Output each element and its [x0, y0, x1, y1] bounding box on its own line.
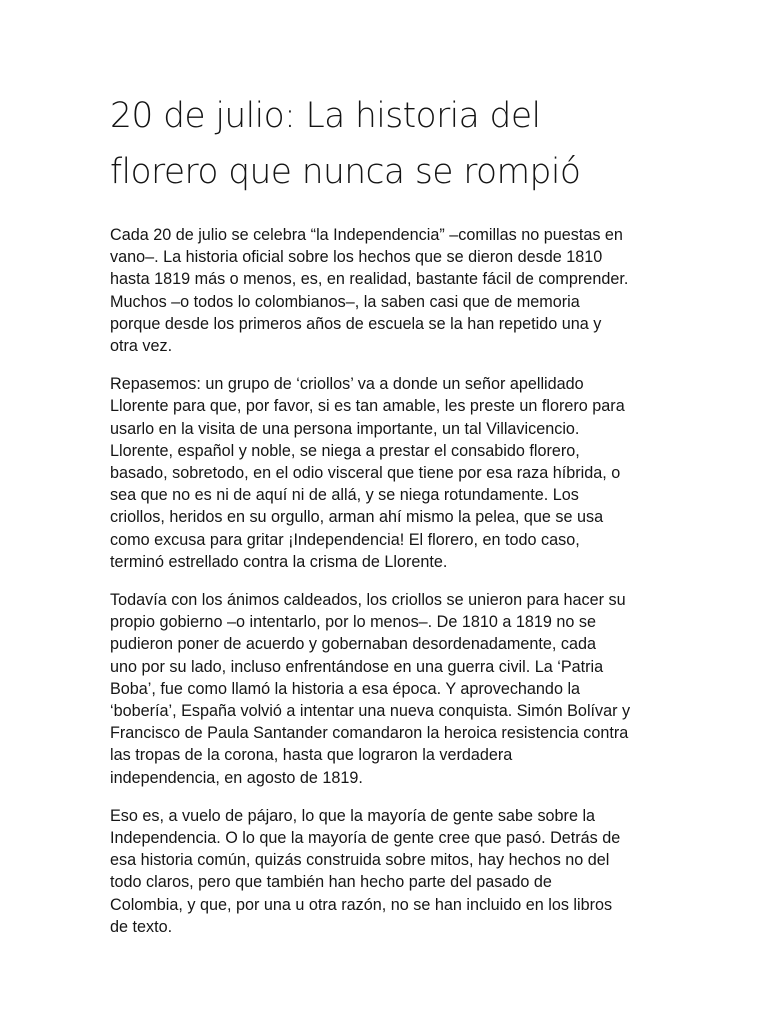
text-line: basado, sobretodo, en el odio visceral que tiene por esa raza híbrida, o: [110, 464, 621, 483]
text-line: uno por su lado, incluso enfrentándose en una guerra civil. La ‘Patria: [110, 657, 604, 676]
title-line: 20 de julio: La historia del: [110, 96, 541, 136]
paragraph-3: [110, 589, 668, 789]
text-line: Repasemos: un grupo de ‘criollos’ va a donde un señor apellidado: [110, 375, 584, 394]
text-line: independencia, en agosto de 1819.: [110, 768, 363, 787]
title-line: florero que nunca se rompió: [110, 152, 581, 192]
text-line: Boba’, fue como llamó la historia a esa época. Y aprovechando la: [110, 679, 581, 698]
text-line: Muchos –o todos lo colombianos–, la saben casi que de memoria: [110, 292, 580, 311]
text-line: ‘bobería’, España volvió a intentar una nueva conquista. Simón Bolívar y: [110, 702, 631, 721]
text-line: usarlo en la visita de una persona importante, un tal Villavicencio.: [110, 419, 580, 438]
text-line: Francisco de Paula Santander comandaron la heroica resistencia contra: [110, 724, 629, 743]
paragraph-1: [110, 224, 668, 357]
text-line: Eso es, a vuelo de pájaro, lo que la mayoría de gente sabe sobre la: [110, 806, 596, 825]
text-line: de texto.: [110, 917, 173, 936]
text-line: propio gobierno –o intentarlo, por lo menos–. De 1810 a 1819 no se: [110, 613, 596, 632]
paragraph-4: [110, 805, 668, 938]
article-title: [110, 88, 668, 200]
text-line: porque desde los primeros años de escuela se la han repetido una y: [110, 314, 602, 333]
text-line: pudieron poner de acuerdo y gobernaban desordenadamente, cada: [110, 635, 596, 654]
text-line: Todavía con los ánimos caldeados, los criollos se unieron para hacer su: [110, 591, 626, 610]
text-line: las tropas de la corona, hasta que lograron la verdadera: [110, 746, 513, 765]
text-line: Llorente para que, por favor, si es tan amable, les preste un florero para: [110, 397, 625, 416]
text-line: vano–. La historia oficial sobre los hechos que se dieron desde 1810: [110, 248, 603, 267]
text-line: Independencia. O lo que la mayoría de gente cree que pasó. Detrás de: [110, 829, 621, 848]
text-line: esa historia común, quizás construida sobre mitos, hay hechos no del: [110, 851, 610, 870]
text-line: terminó estrellado contra la crisma de Llorente.: [110, 552, 448, 571]
text-line: Llorente, español y noble, se niega a prestar el consabido florero,: [110, 441, 580, 460]
paragraph-2: [110, 373, 668, 573]
text-line: sea que no es ni de aquí ni de allá, y se niega rotundamente. Los: [110, 486, 579, 505]
text-line: todo claros, pero que también han hecho parte del pasado de: [110, 873, 552, 892]
text-line: Colombia, y que, por una u otra razón, no se han incluido en los libros: [110, 895, 613, 914]
text-line: hasta 1819 más o menos, es, en realidad, bastante fácil de comprender.: [110, 270, 629, 289]
text-line: otra vez.: [110, 337, 173, 356]
text-line: como excusa para gritar ¡Independencia! El florero, en todo caso,: [110, 530, 580, 549]
text-line: Cada 20 de julio se celebra “la Independencia” –comillas no puestas en: [110, 226, 623, 244]
text-line: criollos, heridos en su orgullo, arman ahí mismo la pelea, que se usa: [110, 508, 604, 527]
